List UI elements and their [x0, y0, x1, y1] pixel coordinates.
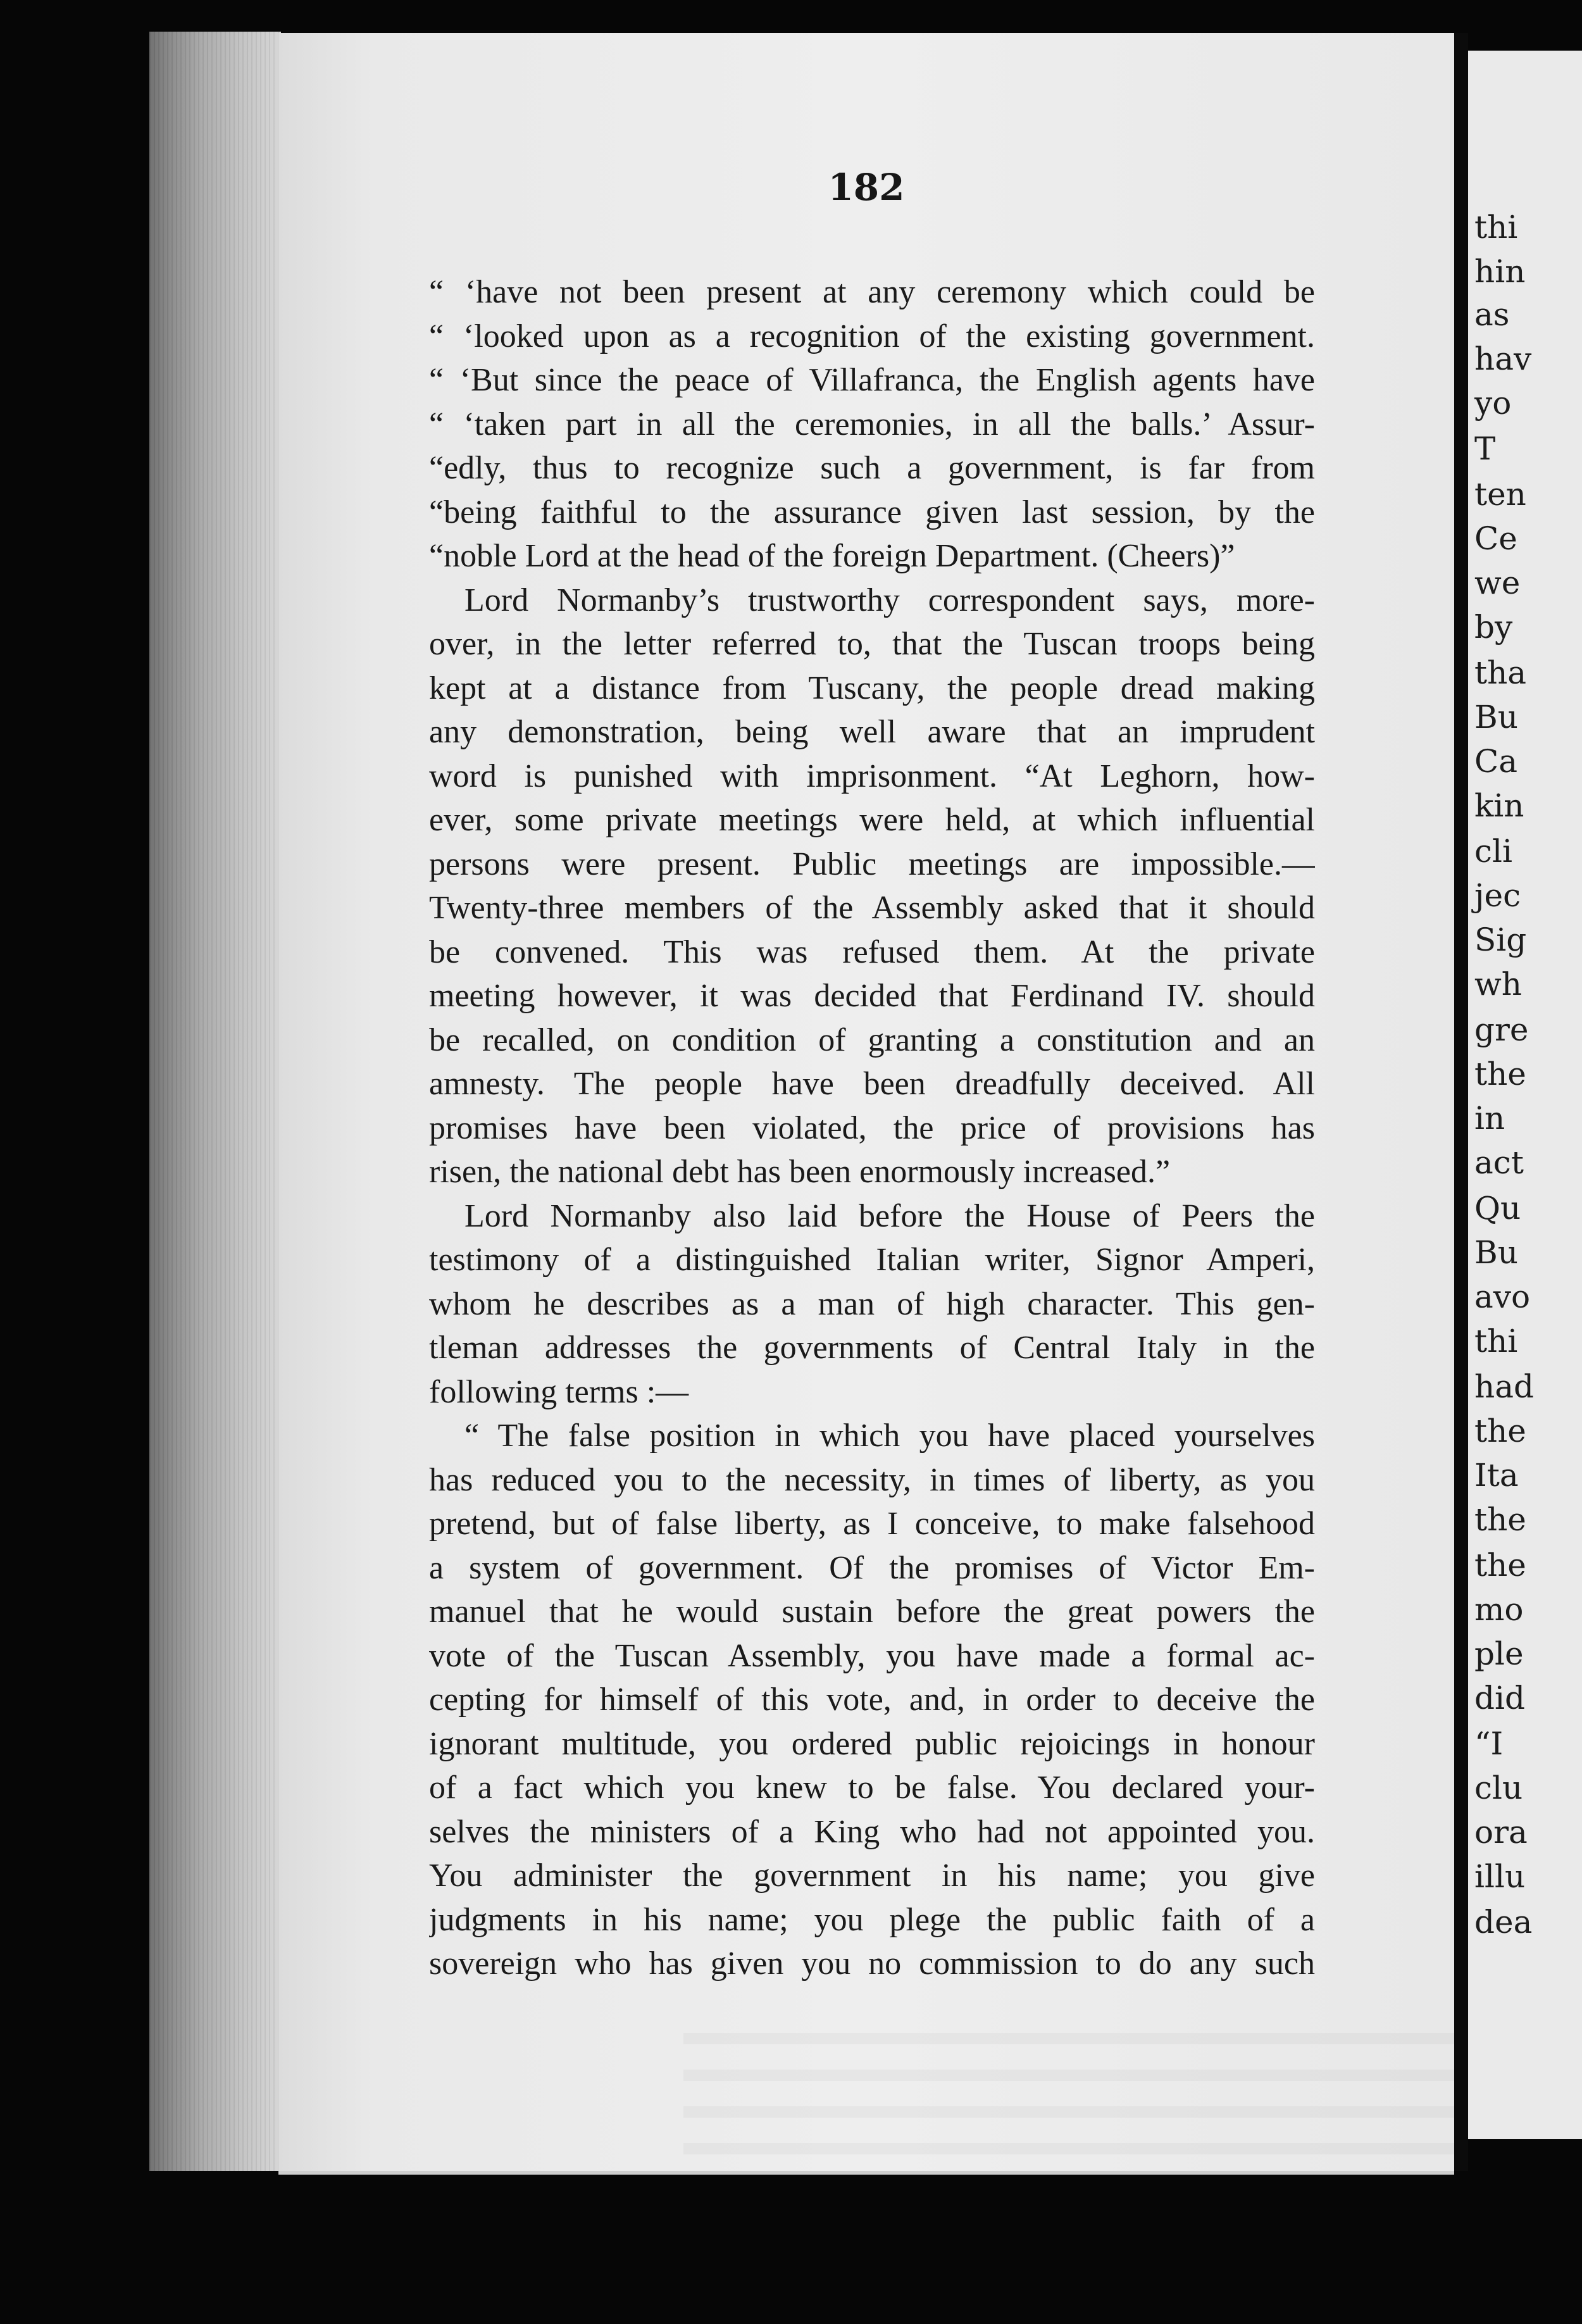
- facing-page-fragment: thi: [1474, 1323, 1518, 1359]
- facing-page-fragment: act: [1474, 1144, 1524, 1181]
- text-line: amnesty. The people have been dreadfully deceived. All: [429, 1066, 1315, 1102]
- text-line: You administer the government in his name; you give: [429, 1858, 1315, 1894]
- facing-page-fragment: kin: [1474, 787, 1524, 824]
- facing-page-fragment: hav: [1474, 340, 1532, 377]
- facing-page-fragment: Sig: [1474, 921, 1527, 958]
- facing-page-fragment: the: [1474, 1413, 1526, 1449]
- facing-page-fragment: had: [1474, 1368, 1535, 1405]
- facing-page-fragment: Bu: [1474, 1234, 1518, 1271]
- text-line: of a fact which you knew to be false. You declared your-: [429, 1770, 1315, 1806]
- text-line: word is punished with imprisonment. “At Leghorn, how-: [429, 758, 1315, 794]
- facing-page-fragment: T: [1474, 430, 1496, 467]
- facing-page-fragment: ora: [1474, 1814, 1528, 1851]
- facing-page-fragment: the: [1474, 1547, 1526, 1584]
- facing-page-edge: [1468, 51, 1582, 2139]
- text-line: following terms :—: [429, 1373, 689, 1410]
- text-line: risen, the national debt has been enormously increased.”: [429, 1154, 1171, 1190]
- text-line: tleman addresses the governments of Central Italy in the: [429, 1330, 1315, 1366]
- facing-page-fragment: hin: [1474, 253, 1526, 290]
- text-line: cepting for himself of this vote, and, in order to deceive the: [429, 1682, 1315, 1718]
- facing-page-fragment: Qu: [1474, 1190, 1521, 1227]
- text-line: over, in the letter referred to, that the Tuscan troops being: [429, 626, 1315, 662]
- facing-page-fragment: the: [1474, 1056, 1526, 1092]
- text-line: “noble Lord at the head of the foreign Department. (Cheers)”: [429, 538, 1235, 574]
- text-line: vote of the Tuscan Assembly, you have made a formal ac-: [429, 1637, 1315, 1674]
- facing-page-fragment: thi: [1474, 209, 1518, 246]
- page-gutter: [1454, 33, 1468, 2171]
- text-line: ever, some private meetings were held, at which influential: [429, 802, 1315, 838]
- book-spine-edge: [149, 32, 281, 2171]
- text-line: ignorant multitude, you ordered public rejoicings in honour: [429, 1725, 1315, 1762]
- text-line: judgments in his name; you plege the public faith of a: [429, 1901, 1315, 1938]
- text-line: whom he describes as a man of high character. This gen-: [429, 1285, 1315, 1322]
- facing-page-fragment: as: [1474, 296, 1510, 333]
- text-line: Twenty-three members of the Assembly asked that it should: [429, 890, 1315, 926]
- facing-page-fragment: Ca: [1474, 743, 1518, 780]
- text-line: testimony of a distinguished Italian writer, Signor Amperi,: [429, 1242, 1315, 1278]
- text-line: “edly, thus to recognize such a government, is far from: [429, 450, 1315, 486]
- facing-page-fragment: yo: [1474, 385, 1512, 422]
- facing-page-fragment: “I: [1474, 1725, 1504, 1762]
- text-line: selves the ministers of a King who had not appointed you.: [429, 1813, 1315, 1850]
- facing-page-fragment: ple: [1474, 1635, 1524, 1672]
- text-line: persons were present. Public meetings are impossible.—: [429, 846, 1315, 882]
- show-through-shadow: [683, 2008, 1582, 2159]
- text-line: “ ‘looked upon as a recognition of the existing government.: [429, 318, 1315, 354]
- facing-page-fragment: Ce: [1474, 520, 1517, 557]
- text-line: kept at a distance from Tuscany, the people dread making: [429, 670, 1315, 706]
- facing-page-fragment: avo: [1474, 1278, 1531, 1315]
- text-line: promises have been violated, the price of provisions has: [429, 1109, 1315, 1146]
- text-line: has reduced you to the necessity, in times of liberty, as you: [429, 1461, 1315, 1498]
- facing-page-fragment: jec: [1474, 877, 1521, 914]
- facing-page-fragment: by: [1474, 609, 1513, 646]
- text-line: “ ‘have not been present at any ceremony which could be: [429, 274, 1315, 310]
- text-line: sovereign who has given you no commission to do any such: [429, 1946, 1315, 1982]
- facing-page-fragment: we: [1474, 565, 1521, 601]
- text-line: meeting however, it was decided that Ferdinand IV. should: [429, 978, 1315, 1014]
- page-body-text: [429, 270, 1315, 1986]
- facing-page-fragment: did: [1474, 1680, 1526, 1716]
- facing-page-fragment: Bu: [1474, 699, 1518, 735]
- facing-page-fragment: illu: [1474, 1858, 1526, 1895]
- facing-page-fragment: wh: [1474, 966, 1522, 1003]
- facing-page-fragment: in: [1474, 1100, 1505, 1137]
- text-line: “ ‘But since the peace of Villafranca, the English agents have: [429, 362, 1315, 398]
- text-line: be recalled, on condition of granting a constitution and an: [429, 1021, 1315, 1058]
- facing-page-fragment: the: [1474, 1501, 1526, 1538]
- text-line: “ ‘taken part in all the ceremonies, in all the balls.’ Assur-: [429, 406, 1315, 442]
- text-line: pretend, but of false liberty, as I conceive, to make falsehood: [429, 1506, 1315, 1542]
- facing-page-fragment: ten: [1474, 476, 1526, 513]
- text-line: Lord Normanby also laid before the House of Peers the: [464, 1197, 1315, 1234]
- facing-page-fragment: gre: [1474, 1011, 1529, 1048]
- text-line: a system of government. Of the promises of Victor Em-: [429, 1549, 1315, 1586]
- facing-page-fragment: Ita: [1474, 1457, 1519, 1494]
- text-line: manuel that he would sustain before the great powers the: [429, 1594, 1315, 1630]
- text-line: “being faithful to the assurance given last session, by the: [429, 494, 1315, 530]
- facing-page-fragment: clu: [1474, 1770, 1523, 1806]
- book-page: [278, 33, 1454, 2175]
- facing-page-fragment: dea: [1474, 1904, 1533, 1940]
- facing-page-fragment: tha: [1474, 654, 1527, 691]
- text-line: be convened. This was refused them. At the private: [429, 934, 1315, 970]
- facing-page-fragment: mo: [1474, 1591, 1524, 1628]
- text-line: Lord Normanby’s trustworthy correspondent says, more-: [464, 582, 1315, 618]
- text-line: “ The false position in which you have placed yourselves: [464, 1418, 1315, 1454]
- text-line: any demonstration, being well aware that an imprudent: [429, 714, 1315, 750]
- facing-page-fragment: cli: [1474, 833, 1512, 870]
- page-number: 182: [828, 166, 905, 209]
